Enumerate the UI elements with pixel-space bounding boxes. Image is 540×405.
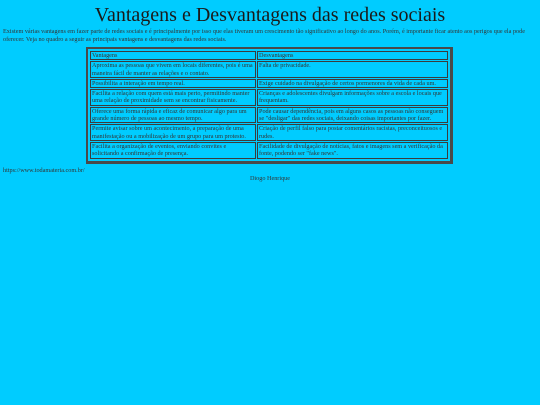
table-row bbox=[90, 107, 448, 124]
comparison-table bbox=[89, 50, 449, 160]
table-row bbox=[90, 61, 448, 78]
table-cell-desvantagem: Exige cuidado na divulgação de certos pormenores da vida de cada um. bbox=[257, 79, 448, 88]
table-cell-vantagem: Possibilita a interação em tempo real. bbox=[90, 79, 256, 88]
author-name: Diogo Henrique bbox=[249, 174, 291, 182]
table-row bbox=[90, 142, 448, 159]
table-header-row bbox=[90, 51, 448, 60]
table-cell-desvantagem: Pode causar dependência, pois em alguns casos as pessoas não conseguem se "desligar" das redes sociais, deixando coisas importantes por fazer. bbox=[257, 107, 448, 124]
page-title: Vantagens e Desvantagens das redes sociais bbox=[94, 4, 446, 26]
table-cell-desvantagem: Criação de perfil falso para postar comentários racistas, preconceituosos e rudes. bbox=[257, 124, 448, 141]
intro-paragraph: Existem várias vantagens em fazer parte de redes sociais e é principalmente por isso que elas tiveram um crescimento tão significativo ao longo do anos. Porém, é importante ficar atento aos perigos que ela pode oferecer. Veja no quadro a seguir as principais vantagens e desvantagens das redes sociais. bbox=[3, 28, 525, 43]
table-cell-vantagem: Facilita a organização de eventos, enviando convites e solicitando a confirmação de presença. bbox=[90, 142, 256, 159]
table-cell-vantagem: Oferece uma forma rápida e eficaz de comunicar algo para um grande número de pessoas ao mesmo tempo. bbox=[90, 107, 256, 124]
table-cell-desvantagem: Facilidade de divulgação de notícias, fatos e imagens sem a verificação da fonte, podendo ser "fake news". bbox=[257, 142, 448, 159]
header-desvantagens: Desvantagens bbox=[257, 51, 448, 60]
table-cell-vantagem: Aproxima as pessoas que vivem em locais diferentes, pois é uma maneira fácil de manter as relações e o contato. bbox=[90, 61, 256, 78]
table-row bbox=[90, 89, 448, 106]
source-link[interactable]: https://www.todamateria.com.br/ bbox=[3, 166, 85, 174]
table-cell-desvantagem: Crianças e adolescentes divulgam informações sobre a escola e locais que frequentam. bbox=[257, 89, 448, 106]
comparison-table-frame bbox=[86, 47, 453, 164]
table-cell-vantagem: Facilita a relação com quem está mais perto, permitindo manter uma relação de proximidade sem se encontrar fisicamente. bbox=[90, 89, 256, 106]
table-row bbox=[90, 124, 448, 141]
table-cell-desvantagem: Falta de privacidade. bbox=[257, 61, 448, 78]
table-cell-vantagem: Permite avisar sobre um acontecimento, a preparação de uma manifestação ou a mobilização de um grupo para um protesto. bbox=[90, 124, 256, 141]
header-vantagens: Vantagens bbox=[90, 51, 256, 60]
table-row bbox=[90, 79, 448, 88]
